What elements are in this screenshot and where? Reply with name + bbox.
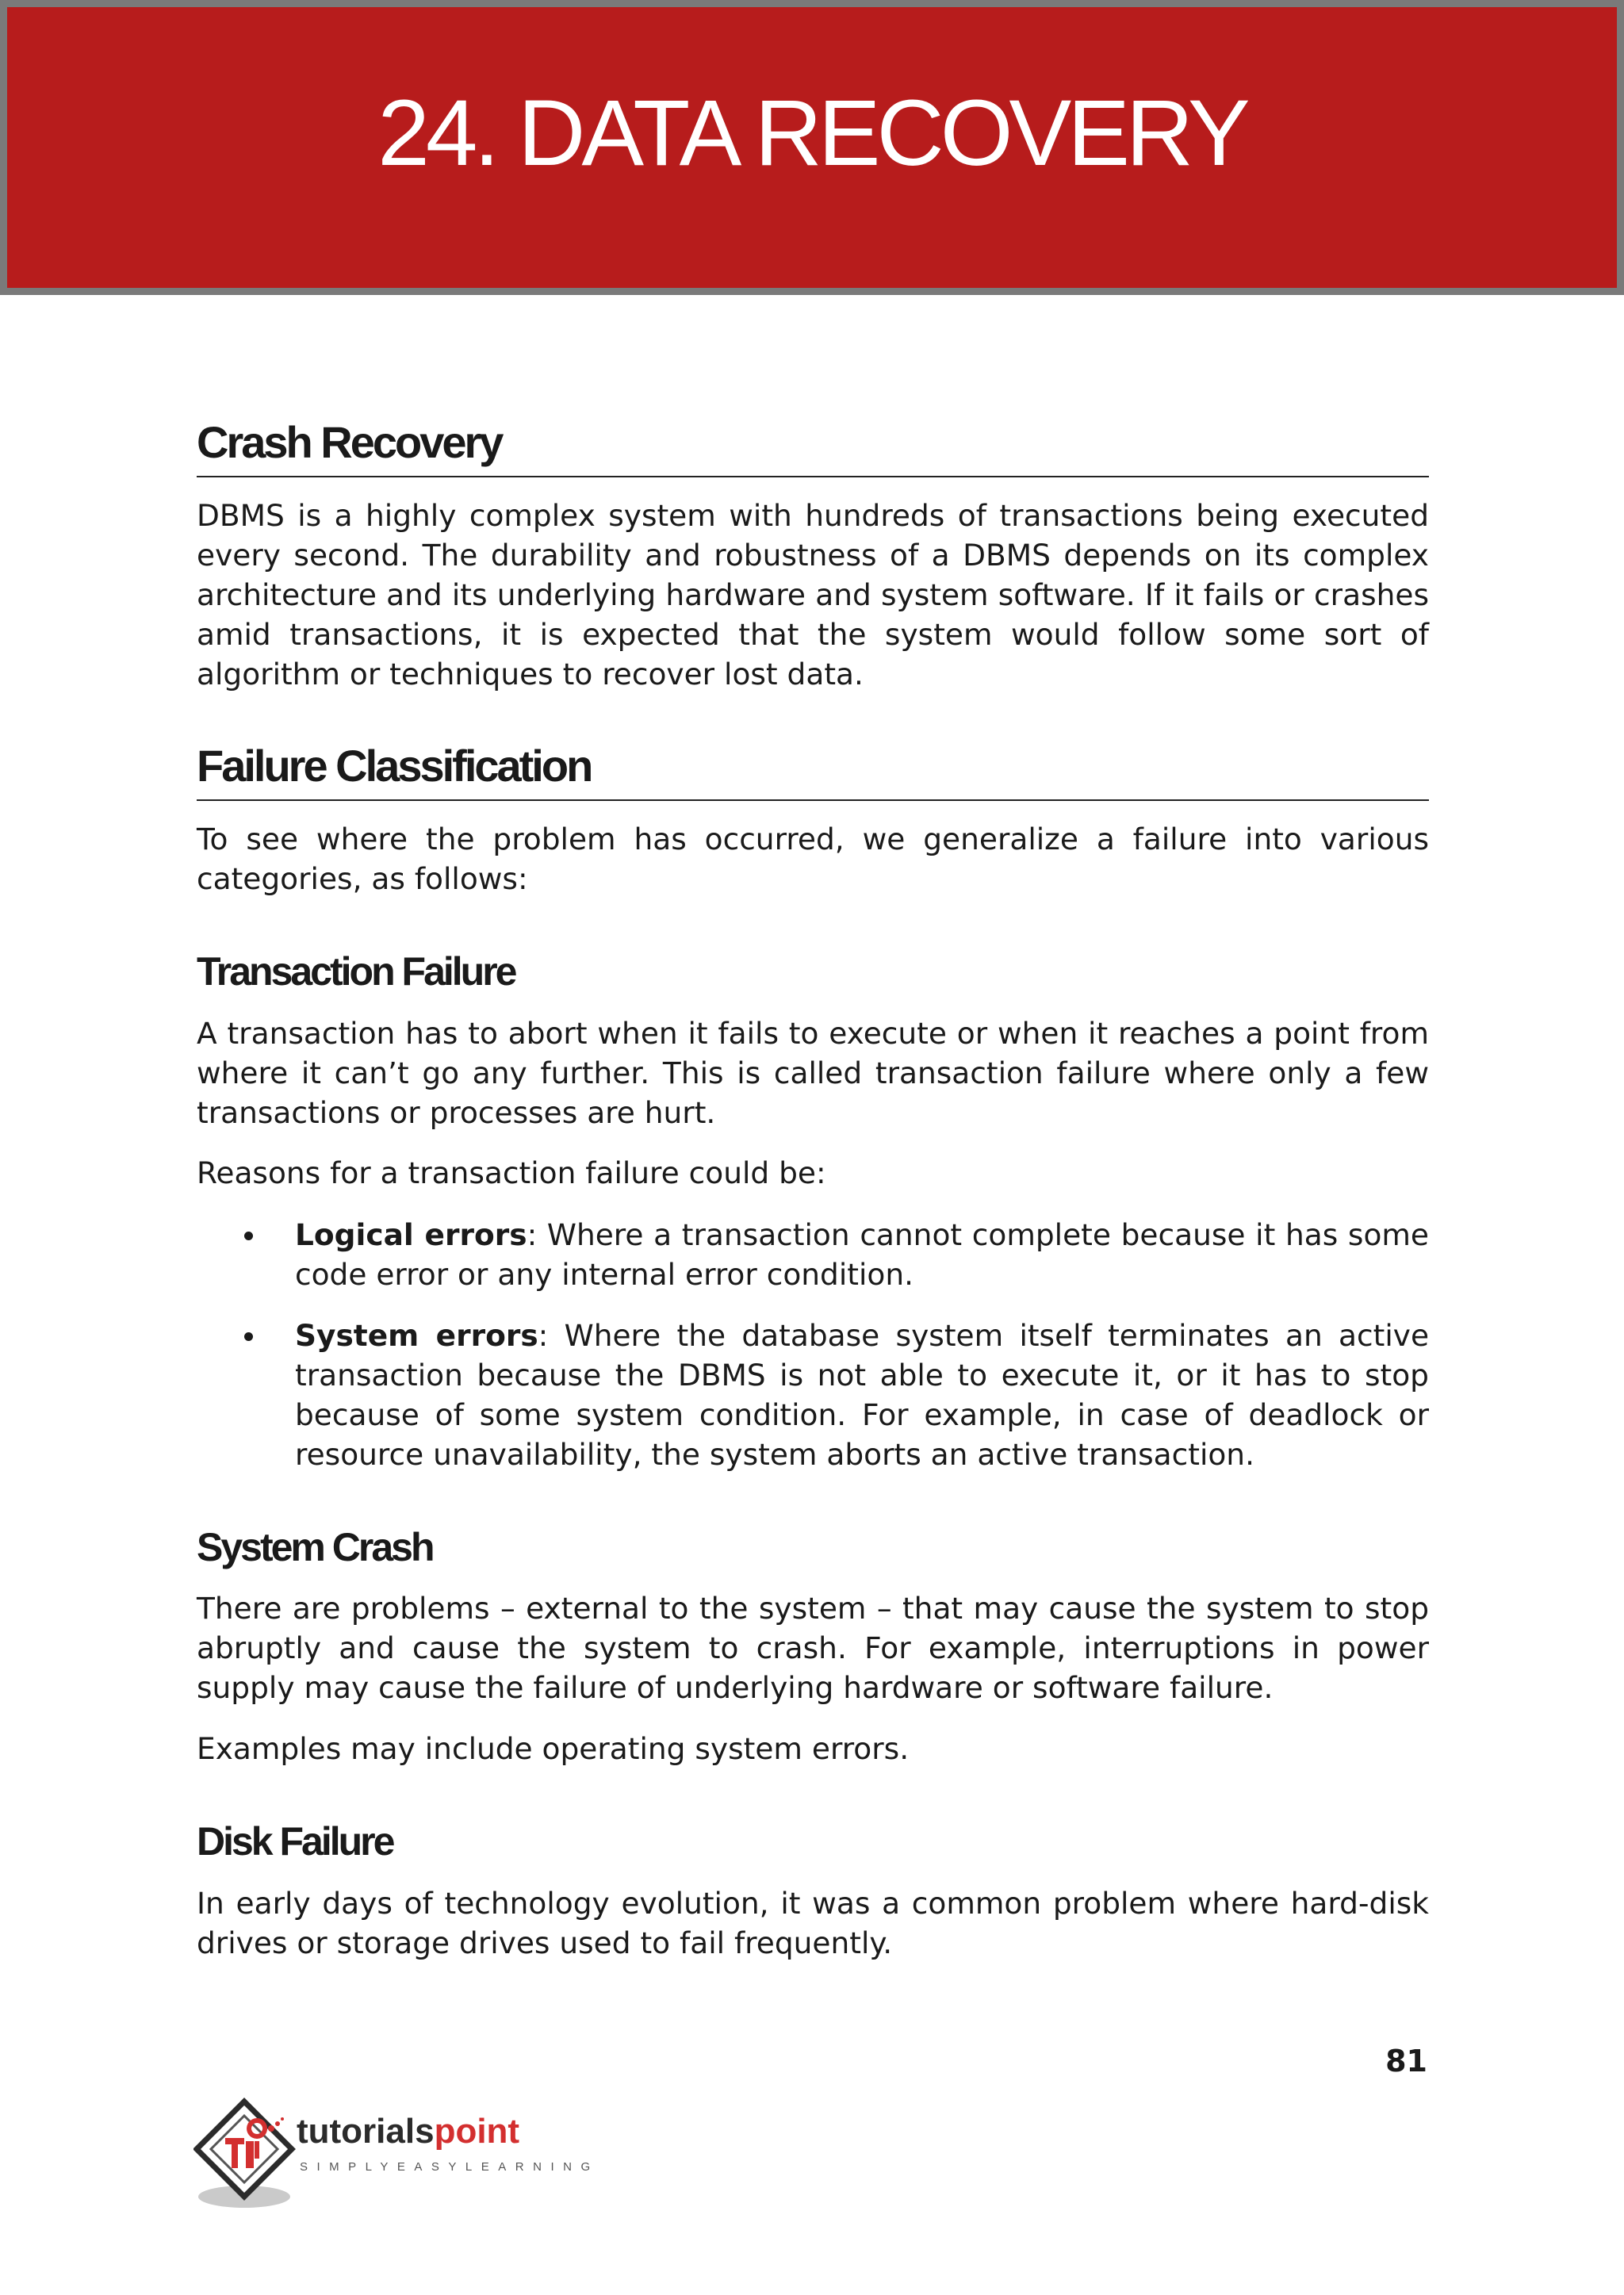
bullet-term: System errors: [295, 1318, 538, 1353]
bullet-text: : Where the database system itself terminates an active transaction because the DBMS is not able to execute it, or it has to stop because of some system condition. For example, in case of deadlock or resource unavailability, the system aborts an active transaction.: [295, 1318, 1430, 1472]
logo-text-dark: tutorials: [297, 2112, 435, 2151]
paragraph-crash-recovery: DBMS is a highly complex system with hundreds of transactions being executed every second. The durability and robustness of a DBMS depends on its complex architecture and its underlying hardware and system software. If it fails or crashes amid transactions, it is expected that the system would follow some sort of algorithm or techniques to recover lost data.: [197, 498, 1429, 692]
list-item-logical-errors: [197, 1215, 1429, 1294]
logo-tagline: SIMPLYEASYLEARNING: [300, 2160, 599, 2174]
paragraph-reasons-intro: Reasons for a transaction failure could be:: [197, 1155, 826, 1190]
heading-failure-classification: Failure Classification: [197, 744, 1429, 801]
paragraph-system-crash: There are problems – external to the system – that may cause the system to stop abruptly and cause the system to crash. For example, interruptions in power supply may cause the failure of underlying hardware or software failure.: [197, 1591, 1429, 1705]
heading-transaction-failure: Transaction Failure: [197, 949, 515, 994]
list-item-system-errors: [197, 1316, 1429, 1474]
chapter-banner: [0, 0, 1624, 295]
logo-text-accent: point: [434, 2112, 520, 2151]
tutorialspoint-logo-icon: [193, 2097, 297, 2216]
bullet-icon: [244, 1332, 253, 1341]
reasons-list: [197, 1215, 1429, 1474]
paragraph-disk-failure: In early days of technology evolution, it was a common problem where hard-disk drives or storage drives used to fail frequently.: [197, 1886, 1429, 1960]
tutorialspoint-logo: [193, 2097, 599, 2216]
paragraph-system-crash-examples: Examples may include operating system errors.: [197, 1731, 910, 1766]
logo-wordmark: [297, 2114, 519, 2149]
heading-disk-failure: Disk Failure: [197, 1819, 393, 1864]
bullet-icon: [244, 1232, 253, 1240]
chapter-title: 24. DATA RECOVERY: [377, 81, 1247, 186]
paragraph-failure-classification: To see where the problem has occurred, we generalize a failure into various categories, as follows:: [197, 822, 1429, 896]
heading-system-crash: System Crash: [197, 1525, 433, 1569]
paragraph-transaction-failure: A transaction has to abort when it fails to execute or when it reaches a point from where it can’t go any further. This is called transaction failure where only a few transactions or processes are hurt.: [197, 1016, 1429, 1130]
bullet-text: : Where a transaction cannot complete because it has some code error or any internal error condition.: [295, 1217, 1429, 1292]
heading-crash-recovery: Crash Recovery: [197, 420, 1429, 477]
bullet-term: Logical errors: [295, 1217, 527, 1252]
page-number: 81: [1385, 2044, 1427, 2079]
